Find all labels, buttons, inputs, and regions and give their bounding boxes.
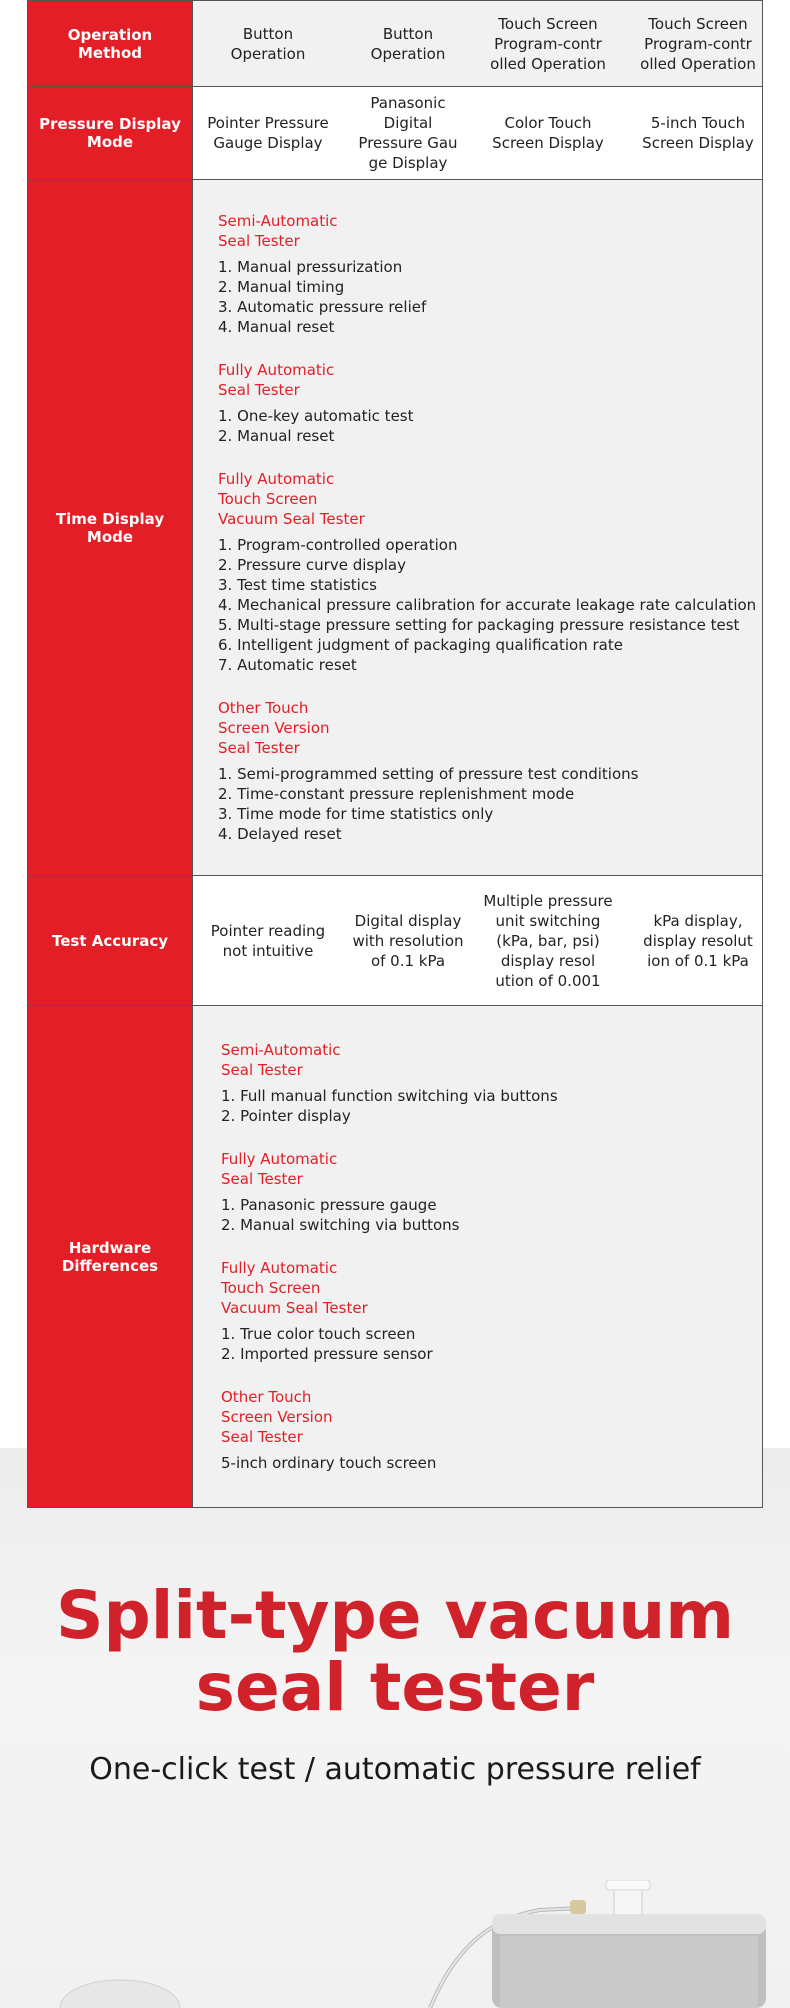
group-item: 2. Manual timing: [218, 278, 345, 296]
spec-group: [221, 1040, 762, 1126]
spec-group: [218, 360, 762, 446]
row-pressure-display: [28, 87, 763, 180]
spec-group: [221, 1149, 762, 1235]
spec-group: [221, 1258, 762, 1364]
group-item: 1. True color touch screen: [221, 1325, 416, 1343]
value-cells: [193, 891, 762, 991]
group-item: 2. Pointer display: [221, 1107, 351, 1125]
spec-group: [218, 698, 762, 844]
spec-group: [218, 211, 762, 337]
cell: Button Operation: [370, 24, 446, 63]
cell: Multiple pressure unit switching (kPa, bar, psi) display resol ution of 0.001: [483, 891, 613, 990]
row-label: Operation Method: [28, 1, 193, 87]
hero-subline: One-click test / automatic pressure relief: [89, 1752, 701, 1787]
row-time-display: [28, 180, 763, 876]
hero-headline: Split-type vacuum seal tester: [56, 1577, 734, 1726]
group-title: Fully Automatic Seal Tester: [221, 1150, 338, 1188]
cell: Pointer reading not intuitive: [210, 921, 326, 960]
group-item: 1. Semi-programmed setting of pressure test conditions: [218, 765, 639, 783]
cell: Color Touch Screen Display: [492, 114, 604, 152]
group-item: 1. Program-controlled operation: [218, 536, 458, 554]
group-item: 4. Manual reset: [218, 318, 335, 336]
group-item: 3. Test time statistics: [218, 576, 377, 594]
row-label: Time Display Mode: [28, 180, 193, 876]
group-item: 1. Manual pressurization: [218, 258, 403, 276]
cell: Button Operation: [230, 24, 306, 63]
row-test-accuracy: [28, 876, 763, 1006]
group-title: Fully Automatic Touch Screen Vacuum Seal Tester: [218, 470, 365, 528]
vacuum-seal-tester-icon: [0, 1880, 790, 2008]
group-item: 2. Manual switching via buttons: [221, 1216, 460, 1234]
spec-group: [221, 1387, 762, 1473]
group-item: 3. Time mode for time statistics only: [218, 805, 494, 823]
cell: Pointer Pressure Gauge Display: [207, 114, 329, 152]
group-list: [193, 1016, 762, 1497]
group-item: 4. Mechanical pressure calibration for accurate leakage rate calculation: [218, 596, 757, 614]
cell: 5-inch Touch Screen Display: [642, 114, 754, 152]
group-title: Fully Automatic Seal Tester: [218, 361, 335, 399]
group-item: 2. Pressure curve display: [218, 556, 406, 574]
row-label: Test Accuracy: [28, 876, 193, 1006]
cell: Panasonic Digital Pressure Gau ge Display: [358, 94, 458, 172]
group-item: 2. Manual reset: [218, 427, 335, 445]
cell: kPa display, display resolut ion of 0.1 kPa: [643, 911, 753, 970]
row-operation-method: [28, 1, 763, 87]
row-hardware-differences: [28, 1006, 763, 1508]
value-cells: [193, 14, 762, 74]
group-list: [193, 187, 762, 868]
group-title: Other Touch Screen Version Seal Tester: [218, 699, 330, 757]
group-item: 7. Automatic reset: [218, 656, 357, 674]
value-cells: [193, 93, 762, 173]
comparison-table: [27, 0, 763, 1508]
group-item: 4. Delayed reset: [218, 825, 342, 843]
cell: Touch Screen Program-contr olled Operation: [490, 14, 606, 73]
group-title: Other Touch Screen Version Seal Tester: [221, 1388, 333, 1446]
group-item: 6. Intelligent judgment of packaging qualification rate: [218, 636, 623, 654]
group-item: 5-inch ordinary touch screen: [221, 1454, 437, 1472]
group-item: 1. Panasonic pressure gauge: [221, 1196, 437, 1214]
group-item: 3. Automatic pressure relief: [218, 298, 427, 316]
group-title: Fully Automatic Touch Screen Vacuum Seal Tester: [221, 1259, 368, 1317]
group-item: 1. One-key automatic test: [218, 407, 414, 425]
cell: Digital display with resolution of 0.1 kPa: [352, 911, 464, 970]
group-item: 2. Imported pressure sensor: [221, 1345, 433, 1363]
group-item: 2. Time-constant pressure replenishment mode: [218, 785, 575, 803]
cell: Touch Screen Program-contr olled Operation: [640, 14, 756, 73]
row-label: Hardware Differences: [28, 1006, 193, 1508]
group-item: 1. Full manual function switching via buttons: [221, 1087, 558, 1105]
group-title: Semi-Automatic Seal Tester: [221, 1041, 341, 1079]
group-item: 5. Multi-stage pressure setting for packaging pressure resistance test: [218, 616, 740, 634]
spec-group: [218, 469, 762, 675]
group-title: Semi-Automatic Seal Tester: [218, 212, 338, 250]
row-label: Pressure Display Mode: [28, 87, 193, 180]
